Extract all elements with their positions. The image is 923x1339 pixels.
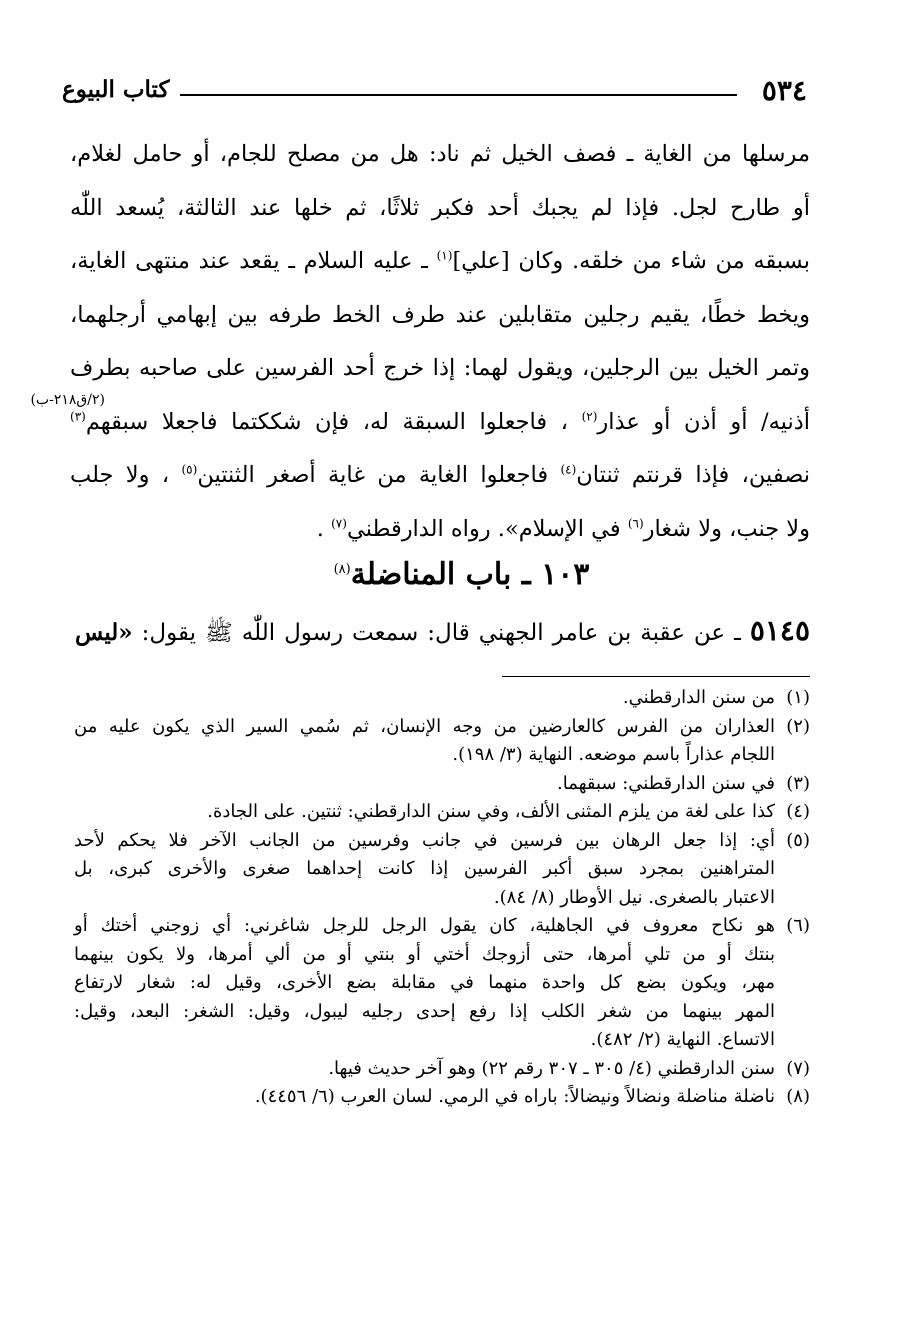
footnote-number: (٤): [786, 801, 810, 822]
footnote: (٥) أي: إذا جعل الرهان بين فرسين في جانب وفرسين من الجانب الآخر فلا يحكم لأحد المتراهنين بمجرد سبق أكبر الفرسين إذا كانت إحداهما صغرى والأخرى كبرى، بل الاعتبار بالصغرى. نيل الأوطار (٨/ ٨٤).: [74, 827, 810, 913]
footnote-number: (٨): [786, 1086, 810, 1107]
hadith-line: ٥١٤٥ ـ عن عقبة بن عامر الجهني قال: سمعت رسول اللّٰه ﷺ يقول: «ليس: [75, 614, 810, 647]
footnote-ref: (٢): [581, 409, 598, 423]
text-line: بسبقه من شاء من خلقه. وكان [علي]$^{(١)}$ ـ عليه السلام ـ يقعد عند منتهى الغاية،: [70, 248, 810, 274]
footnote: (٣) في سنن الدارقطني: سبقهما.: [74, 770, 810, 799]
footnote-ref: (٧): [331, 516, 347, 530]
hadith-number: ٥١٤٥: [749, 614, 810, 647]
footnote-ref: (٨): [333, 562, 351, 577]
footnotes: [74, 684, 810, 1112]
text-line: ولا جنب، ولا شغار$^{(٦)}$ في الإسلام». رواه الدارقطني$^{(٧)}$ .: [316, 515, 810, 542]
footnote: (٦) هو نكاح معروف في الجاهلية، كان يقول الرجل للرجل شاغرني: أي زوجني أختك أو بنتك أو من تلي أمرها، حتى أزوجك أختي أو بنتي أو من ألي أمرها، ولا يكون بينهما مهر، ويكون بضع كل واحدة منهما في مقابلة بضع الأخرى، وقيل له: شغار لارتفاع المهر بينهما من شغر الكلب إذا رفع إحدى رجليه ليبول، وقيل: الشغر: البعد، وقيل: الاتساع. النهاية (٢/ ٤٨٢).: [74, 912, 810, 1055]
footnote-ref: (٥): [181, 462, 198, 477]
header-rule: [180, 94, 737, 96]
footnote: (٨) ناضلة مناضلة ونضالاً ونيضالاً: باراه في الرمي. لسان العرب (٦/ ٤٤٥٦).: [74, 1083, 810, 1112]
main-text: [70, 128, 810, 556]
footnote-number: (٣): [786, 772, 810, 794]
footnote-ref: (٤): [560, 462, 577, 477]
footnote: (١) من سنن الدارقطني.: [74, 684, 810, 713]
footnote-number: (١): [786, 687, 810, 708]
manuscript-margin-reference: (٢/ق٢١٨-ب): [30, 392, 105, 408]
chapter-heading: ١٠٣ ـ باب المناضلة$^{(٨)}$: [333, 557, 590, 592]
footnote-number: (٦): [786, 915, 810, 936]
page-header: [62, 72, 807, 112]
footnote: (٧) سنن الدارقطني (٤/ ٣٠٥ ـ ٣٠٧ رقم ٢٢) وهو آخر حديث فيها.: [74, 1055, 810, 1084]
footnote-ref: (٣): [70, 409, 86, 423]
footnote: (٢) العذاران من الفرس كالعارضين من وجه الإنسان، ثم سُمي السير الذي يكون عليه من اللجام عذاراً باسم موضعه. النهاية (٣/ ١٩٨).: [74, 713, 810, 770]
text-line: أذنيه/ أو أذن أو عذار$^{(٢)}$ ، فاجعلوا السبقة له، فإن شككتما فاجعلا سبقهم$^{(٣)}$: [70, 408, 810, 435]
footnote-ref: (٦): [627, 516, 644, 530]
footnote-number: (٧): [786, 1057, 810, 1079]
text-line: أو طارح لجل. فإذا لم يجبك أحد فكبر ثلاثًا، ثم خلها عند الثالثة، يُسعد اللّٰه: [70, 194, 810, 221]
text-line: ويخط خطًا، يقيم رجلين متقابلين عند طرف الخط طرفه بين إبهامي أرجلهما،: [70, 301, 810, 328]
text-line: مرسلها من الغاية ـ فصف الخيل ثم ناد: هل من مصلح للجام، أو حامل لغلام،: [70, 141, 810, 167]
running-title: كتاب البيوع: [62, 76, 170, 103]
page-number: ٥٣٤: [761, 74, 807, 107]
text-line: نصفين، فإذا قرنتم ثنتان$^{(٤)}$ فاجعلوا الغاية من غاية أصغر الثنتين$^{(٥)}$ ، ولا جلب: [70, 462, 810, 488]
footnote: (٤) كذا على لغة من يلزم المثنى الألف، وفي سنن الدارقطني: ثنتين. على الجادة.: [74, 798, 810, 827]
footnote-ref: (١): [436, 248, 453, 263]
text-line: وتمر الخيل بين الرجلين، ويقول لهما: إذا خرج أحد الفرسين على صاحبه بطرف: [70, 355, 810, 381]
footnote-number: (٥): [786, 829, 810, 851]
footnote-number: (٢): [786, 715, 810, 737]
footnote-separator: [502, 676, 810, 677]
